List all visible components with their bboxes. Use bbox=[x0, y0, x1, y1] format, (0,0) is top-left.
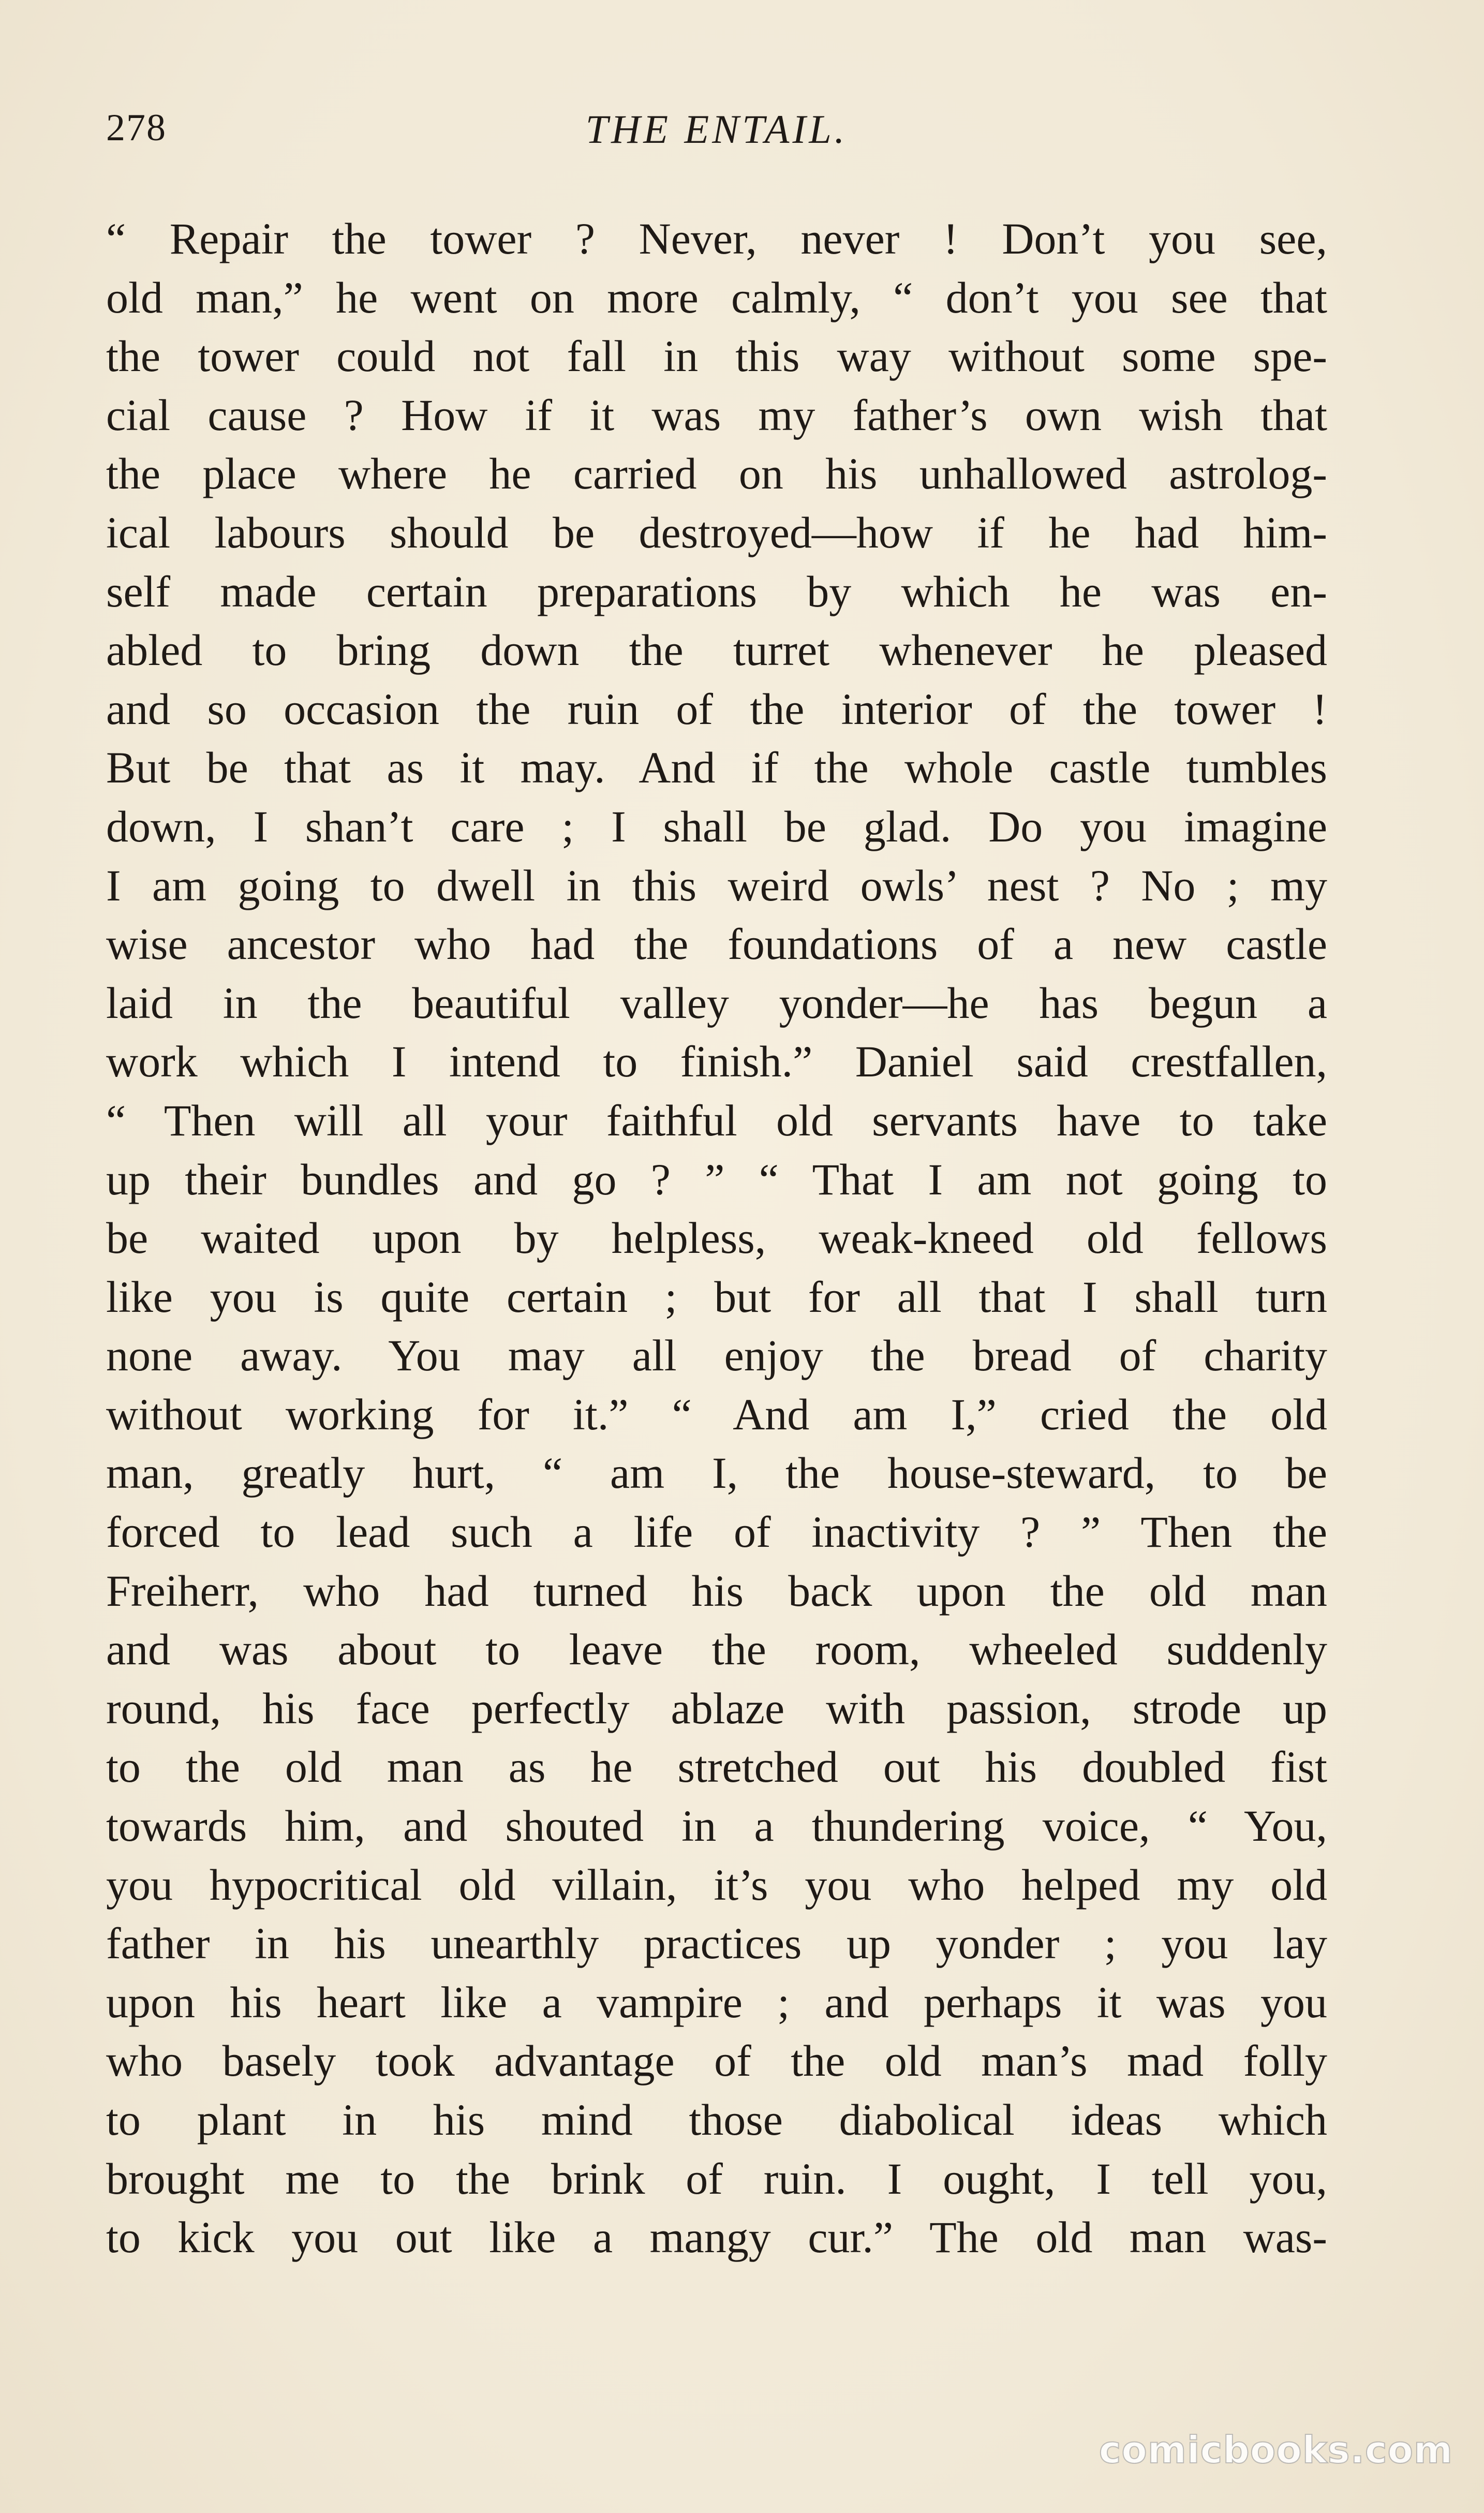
text-line: round, his face perfectly ablaze with passion, strode up bbox=[106, 1683, 1327, 1733]
text-line: brought me to the brink of ruin. I ought, I tell you, bbox=[106, 2153, 1327, 2204]
text-line: self made certain preparations by which he was en- bbox=[106, 566, 1327, 616]
text-line: towards him, and shouted in a thundering voice, “ You, bbox=[106, 1801, 1327, 1851]
text-line: “ Then will all your faithful old servants have to take bbox=[106, 1095, 1327, 1145]
running-title: THE ENTAIL. bbox=[585, 107, 848, 152]
body-text bbox=[106, 210, 1327, 2267]
text-line: the tower could not fall in this way without some spe- bbox=[106, 331, 1327, 381]
text-line: abled to bring down the turret whenever he pleased bbox=[106, 625, 1327, 675]
text-line: father in his unearthly practices up yonder ; you lay bbox=[106, 1918, 1327, 1969]
text-line: to the old man as he stretched out his doubled fist bbox=[106, 1742, 1327, 1792]
watermark: comicbooks.com bbox=[1099, 2428, 1453, 2472]
page-header bbox=[106, 106, 1327, 163]
text-line: none away. You may all enjoy the bread of charity bbox=[106, 1331, 1327, 1381]
text-line: Freiherr, who had turned his back upon the old man bbox=[106, 1565, 1327, 1616]
text-line: to kick you out like a mangy cur.” The old man was- bbox=[106, 2212, 1327, 2263]
text-line: you hypocritical old villain, it’s you who helped my old bbox=[106, 1859, 1327, 1910]
text-line: up their bundles and go ? ” “ That I am not going to bbox=[106, 1154, 1327, 1204]
text-line: and was about to leave the room, wheeled suddenly bbox=[106, 1624, 1327, 1675]
text-line: old man,” he went on more calmly, “ don’t you see that bbox=[106, 272, 1327, 322]
text-line: ical labours should be destroyed—how if he had him- bbox=[106, 507, 1327, 557]
page-number: 278 bbox=[106, 107, 167, 149]
text-line: wise ancestor who had the foundations of a new castle bbox=[106, 919, 1327, 969]
text-line: to plant in his mind those diabolical ideas which bbox=[106, 2095, 1327, 2145]
text-line: man, greatly hurt, “ am I, the house-steward, to be bbox=[106, 1448, 1327, 1498]
text-line: laid in the beautiful valley yonder—he has begun a bbox=[106, 978, 1327, 1028]
text-line: the place where he carried on his unhallowed astrolog- bbox=[106, 449, 1327, 499]
text-line: I am going to dwell in this weird owls’ nest ? No ; my bbox=[106, 860, 1327, 910]
text-line: be waited upon by helpless, weak-kneed old fellows bbox=[106, 1213, 1327, 1263]
text-line: and so occasion the ruin of the interior of the tower ! bbox=[106, 684, 1327, 734]
text-line: who basely took advantage of the old man’s mad folly bbox=[106, 2036, 1327, 2086]
text-line: down, I shan’t care ; I shall be glad. Do you imagine bbox=[106, 801, 1327, 851]
text-line: cial cause ? How if it was my father’s own wish that bbox=[106, 390, 1327, 440]
text-line: forced to lead such a life of inactivity ? ” Then the bbox=[106, 1507, 1327, 1557]
text-line: without working for it.” “ And am I,” cried the old bbox=[106, 1389, 1327, 1439]
text-line: like you is quite certain ; but for all that I shall turn bbox=[106, 1272, 1327, 1322]
text-line: “ Repair the tower ? Never, never ! Don’t you see, bbox=[106, 214, 1327, 263]
text-line: upon his heart like a vampire ; and perhaps it was you bbox=[106, 1977, 1327, 2027]
text-line: But be that as it may. And if the whole castle tumbles bbox=[106, 743, 1327, 793]
text-line: work which I intend to finish.” Daniel said crestfallen, bbox=[106, 1037, 1327, 1087]
